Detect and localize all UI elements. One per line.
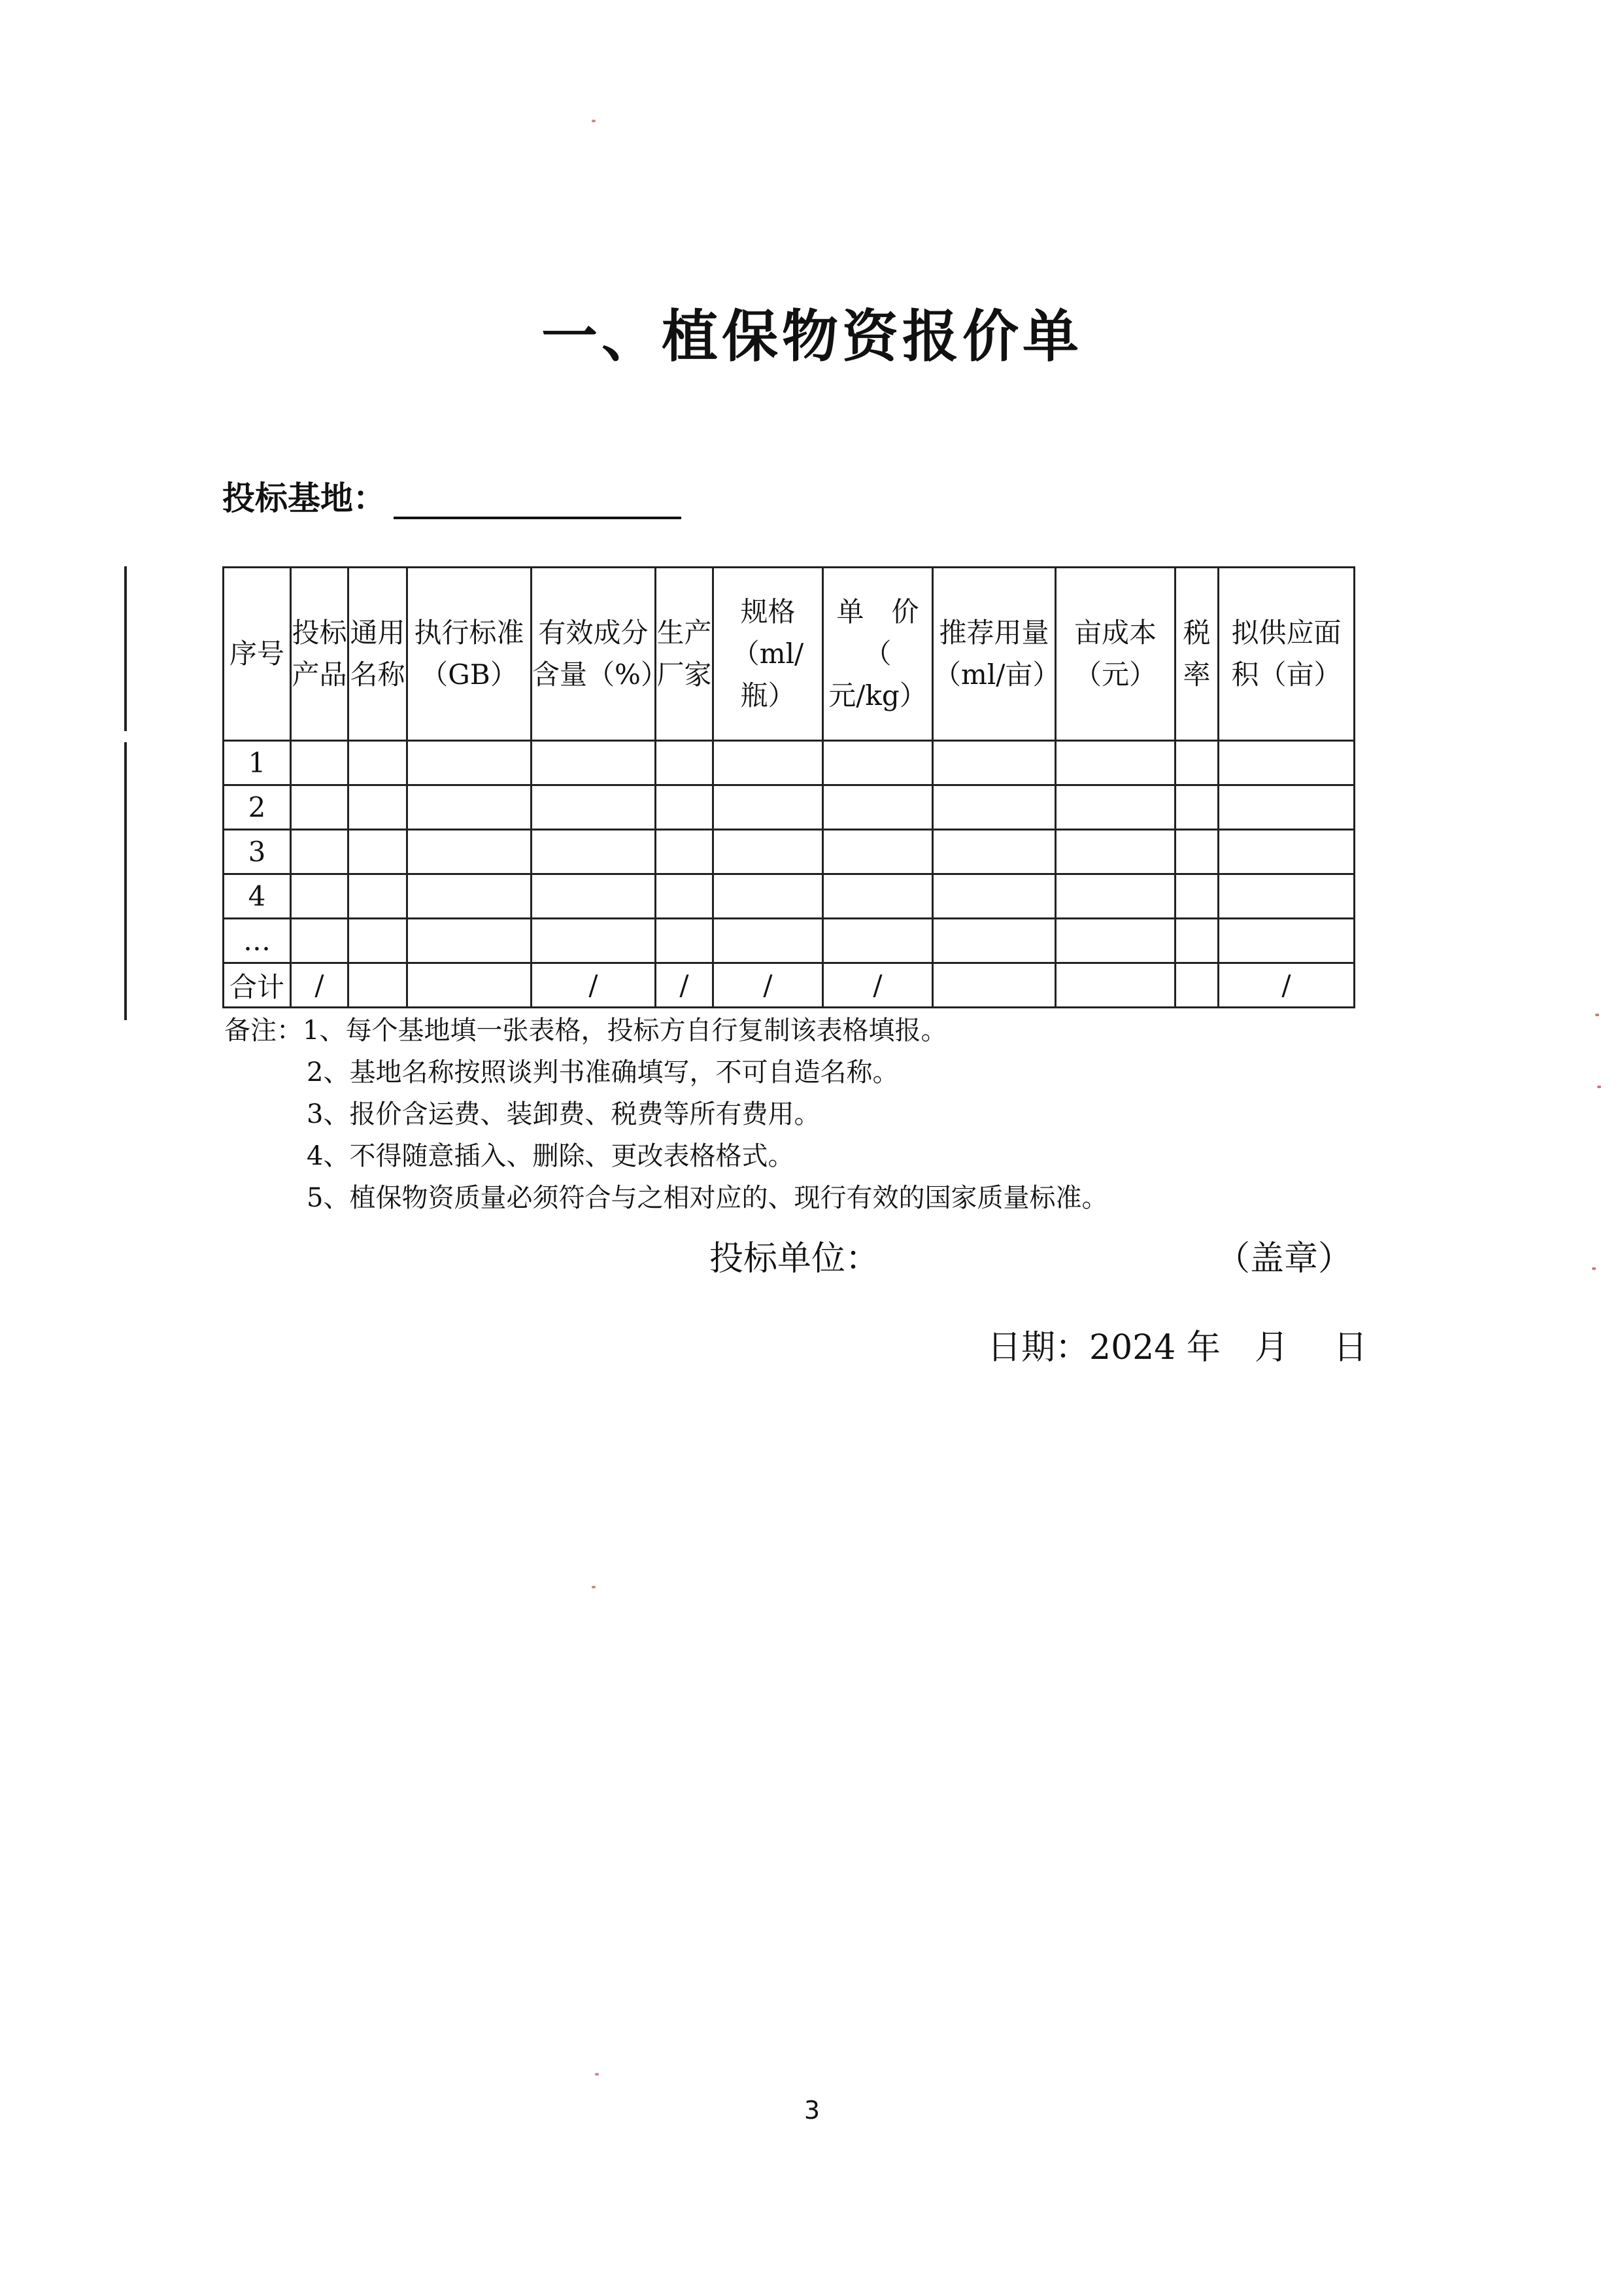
quote-table (222, 566, 1355, 1008)
total-cell[interactable] (348, 963, 407, 1008)
table-cell[interactable] (532, 741, 656, 785)
header-bid-product: 投标产品 (291, 568, 348, 741)
note-item (224, 1010, 1108, 1052)
total-cell: / (532, 963, 656, 1008)
header-spec: 规格（ml/瓶） (713, 568, 823, 741)
header-supply-area: 拟供应面积（亩） (1219, 568, 1355, 741)
table-cell[interactable] (1056, 830, 1176, 874)
table-cell[interactable] (1056, 919, 1176, 963)
table-cell[interactable] (532, 874, 656, 919)
table-cell[interactable] (823, 830, 933, 874)
total-cell[interactable] (407, 963, 532, 1008)
total-cell[interactable] (1176, 963, 1219, 1008)
table-cell[interactable] (348, 919, 407, 963)
table-cell[interactable] (291, 785, 348, 830)
table-cell[interactable] (407, 830, 532, 874)
table-header-row (224, 568, 1355, 741)
table-cell[interactable] (1176, 741, 1219, 785)
notes-section (224, 1010, 1108, 1219)
header-manufacturer: 生产厂家 (656, 568, 713, 741)
total-cell: / (656, 963, 713, 1008)
table-cell[interactable] (348, 874, 407, 919)
table-cell[interactable] (291, 919, 348, 963)
table-cell[interactable] (933, 830, 1056, 874)
table-cell[interactable] (1176, 785, 1219, 830)
table-cell[interactable] (1176, 830, 1219, 874)
note-item: 5、植保物资质量必须符合与之相对应的、现行有效的国家质量标准。 (307, 1183, 1108, 1213)
table-cell[interactable] (713, 874, 823, 919)
header-cost-per-mu: 亩成本（元） (1056, 568, 1176, 741)
table-cell[interactable] (656, 785, 713, 830)
table-cell[interactable] (1056, 785, 1176, 830)
header-index: 序号 (224, 568, 291, 741)
table-cell[interactable] (291, 830, 348, 874)
document-title: 一、植保物资报价单 (541, 304, 1083, 369)
scan-speck (595, 2073, 599, 2076)
header-unit-price: 单 价（ 元/kg） (823, 568, 933, 741)
table-cell[interactable] (713, 785, 823, 830)
table-cell[interactable] (1219, 874, 1355, 919)
scan-speck (592, 120, 596, 122)
row-index: 1 (224, 741, 291, 785)
base-blank-line (394, 480, 681, 519)
total-cell: / (713, 963, 823, 1008)
table-cell[interactable] (823, 919, 933, 963)
table-cell[interactable] (348, 785, 407, 830)
table-cell[interactable] (532, 830, 656, 874)
header-common-name: 通用名称 (348, 568, 407, 741)
scan-speck (592, 1586, 596, 1588)
total-cell: / (1219, 963, 1355, 1008)
table-cell[interactable] (348, 741, 407, 785)
header-tax-rate: 税率 (1176, 568, 1219, 741)
table-cell[interactable] (291, 741, 348, 785)
table-cell[interactable] (656, 919, 713, 963)
table-cell[interactable] (823, 874, 933, 919)
table-cell[interactable] (407, 919, 532, 963)
scan-speck (1595, 1014, 1599, 1016)
total-cell[interactable] (1056, 963, 1176, 1008)
table-cell[interactable] (713, 919, 823, 963)
table-cell[interactable] (823, 741, 933, 785)
table-cell[interactable] (1176, 919, 1219, 963)
base-label: 投标基地： (222, 479, 386, 517)
total-label: 合计 (224, 963, 291, 1008)
table-row (224, 741, 1355, 785)
total-cell[interactable] (933, 963, 1056, 1008)
table-cell[interactable] (1219, 830, 1355, 874)
date-line: 日期：2024 年 月 日 (987, 1328, 1368, 1367)
table-cell[interactable] (933, 785, 1056, 830)
table-cell[interactable] (1176, 874, 1219, 919)
table-cell[interactable] (713, 741, 823, 785)
table-cell[interactable] (532, 785, 656, 830)
note-text: 1、每个基地填一张表格，投标方自行复制该表格填报。 (303, 1016, 947, 1046)
note-item: 4、不得随意插入、删除、更改表格格式。 (307, 1141, 794, 1171)
table-row (224, 785, 1355, 830)
binding-margin-line-bottom (124, 742, 127, 1020)
table-cell[interactable] (933, 919, 1056, 963)
total-cell: / (291, 963, 348, 1008)
table-row (224, 919, 1355, 963)
table-cell[interactable] (1219, 919, 1355, 963)
table-cell[interactable] (532, 919, 656, 963)
table-cell[interactable] (933, 741, 1056, 785)
stamp-label: （盖章） (1216, 1239, 1353, 1278)
table-cell[interactable] (656, 830, 713, 874)
table-cell[interactable] (407, 785, 532, 830)
base-field (222, 472, 681, 519)
header-dosage: 推荐用量（ml/亩） (933, 568, 1056, 741)
table-cell[interactable] (348, 830, 407, 874)
table-cell[interactable] (656, 741, 713, 785)
binding-margin-line-top (124, 566, 127, 731)
table-row (224, 830, 1355, 874)
page-number: 3 (804, 2096, 820, 2125)
table-cell[interactable] (407, 874, 532, 919)
header-active-content: 有效成分含量（%） (532, 568, 656, 741)
note-item: 3、报价含运费、装卸费、税费等所有费用。 (307, 1099, 820, 1129)
table-cell[interactable] (1056, 741, 1176, 785)
total-cell: / (823, 963, 933, 1008)
scan-speck (1592, 1267, 1596, 1270)
table-cell[interactable] (1219, 741, 1355, 785)
table-cell[interactable] (656, 874, 713, 919)
table-cell[interactable] (1056, 874, 1176, 919)
row-index: … (224, 919, 291, 963)
table-cell[interactable] (1219, 785, 1355, 830)
total-row (224, 963, 1355, 1008)
table-cell[interactable] (291, 874, 348, 919)
table-cell[interactable] (713, 830, 823, 874)
row-index: 2 (224, 785, 291, 830)
table-row (224, 874, 1355, 919)
header-standard: 执行标准（GB） (407, 568, 532, 741)
note-item: 2、基地名称按照谈判书准确填写，不可自造名称。 (307, 1057, 899, 1087)
row-index: 3 (224, 830, 291, 874)
bidder-label: 投标单位： (709, 1239, 880, 1278)
table-cell[interactable] (407, 741, 532, 785)
scan-speck (1597, 1086, 1601, 1088)
table-cell[interactable] (823, 785, 933, 830)
table-cell[interactable] (933, 874, 1056, 919)
notes-lead: 备注： (224, 1016, 303, 1046)
row-index: 4 (224, 874, 291, 919)
